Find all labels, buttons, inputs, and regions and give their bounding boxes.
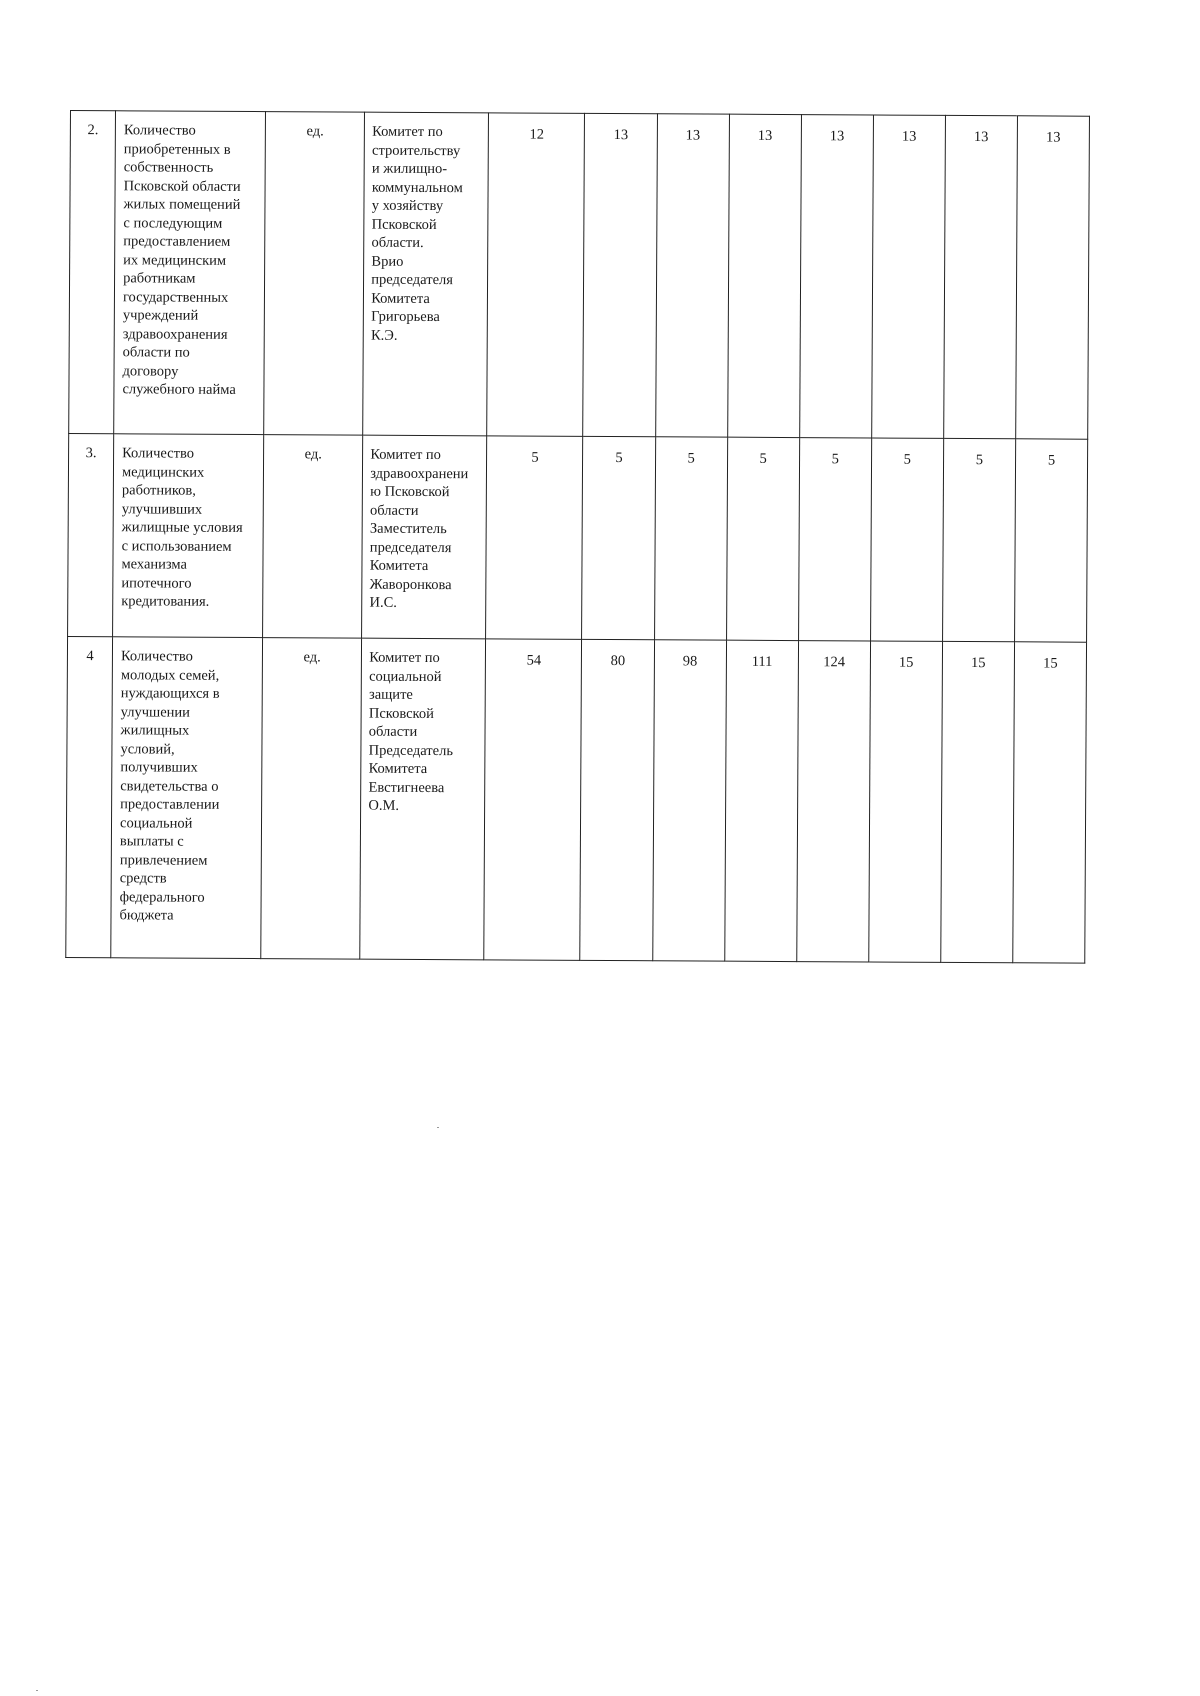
value-cell: 5 [870, 438, 943, 641]
value-cell: 5 [582, 436, 655, 639]
value-cell: 15 [941, 641, 1015, 962]
scan-speck [36, 1690, 38, 1691]
scan-speck [437, 1127, 439, 1128]
value-cell: 80 [580, 639, 654, 960]
value-cell: 15 [1013, 642, 1087, 963]
value-cell: 54 [484, 639, 582, 961]
value-cell: 13 [655, 114, 729, 437]
row-number: 4 [66, 636, 113, 957]
value-cell: 13 [1016, 116, 1090, 439]
value-cell: 124 [796, 641, 870, 962]
unit-cell: ед. [261, 638, 362, 960]
value-cell: 13 [871, 115, 945, 438]
indicator-name: Количество медицинских работников, улучшивших жилищные условия с использованием механизма ипотечного кредитования. [113, 434, 264, 638]
value-cell: 12 [487, 113, 585, 437]
table-row [68, 433, 1088, 642]
value-cell: 111 [724, 640, 798, 961]
value-cell: 13 [583, 113, 657, 436]
row-number: 2. [69, 111, 116, 434]
value-cell: 15 [868, 641, 942, 962]
value-cell: 5 [1014, 439, 1087, 642]
indicator-name: Количество молодых семей, нуждающихся в улучшении жилищных условий, получивших свидетельства о предоставлении социальной выплаты с привлечением средств федерального бюджета [111, 637, 263, 959]
value-cell: 13 [799, 115, 873, 438]
table-row [66, 636, 1087, 963]
row-number: 3. [68, 433, 114, 636]
responsible-cell: Комитет по здравоохранени ю Псковской области Заместитель председателя Комитета Жаворонкова И.С. [362, 435, 487, 639]
value-cell: 5 [654, 437, 727, 640]
value-cell: 5 [942, 438, 1015, 641]
indicator-name: Количество приобретенных в собственность Псковской области жилых помещений с последующим предоставлением их медицинским работникам государственных учреждений здравоохранения области по договору служебного найма [114, 111, 266, 435]
responsible-cell: Комитет по социальной защите Псковской области Председатель Комитета Евстигнеева О.М. [360, 638, 486, 960]
value-cell: 13 [943, 115, 1017, 438]
value-cell: 98 [652, 640, 726, 961]
value-cell: 5 [798, 438, 871, 641]
unit-cell: ед. [263, 435, 363, 639]
unit-cell: ед. [264, 112, 365, 436]
table-row [69, 111, 1090, 440]
indicators-table [65, 110, 1090, 964]
responsible-cell: Комитет по строительству и жилищно- коммунальном у хозяйству Псковской области. Врио председателя Комитета Григорьева К.Э. [363, 112, 489, 436]
value-cell: 5 [486, 436, 583, 640]
value-cell: 5 [726, 437, 799, 640]
value-cell: 13 [727, 114, 801, 437]
